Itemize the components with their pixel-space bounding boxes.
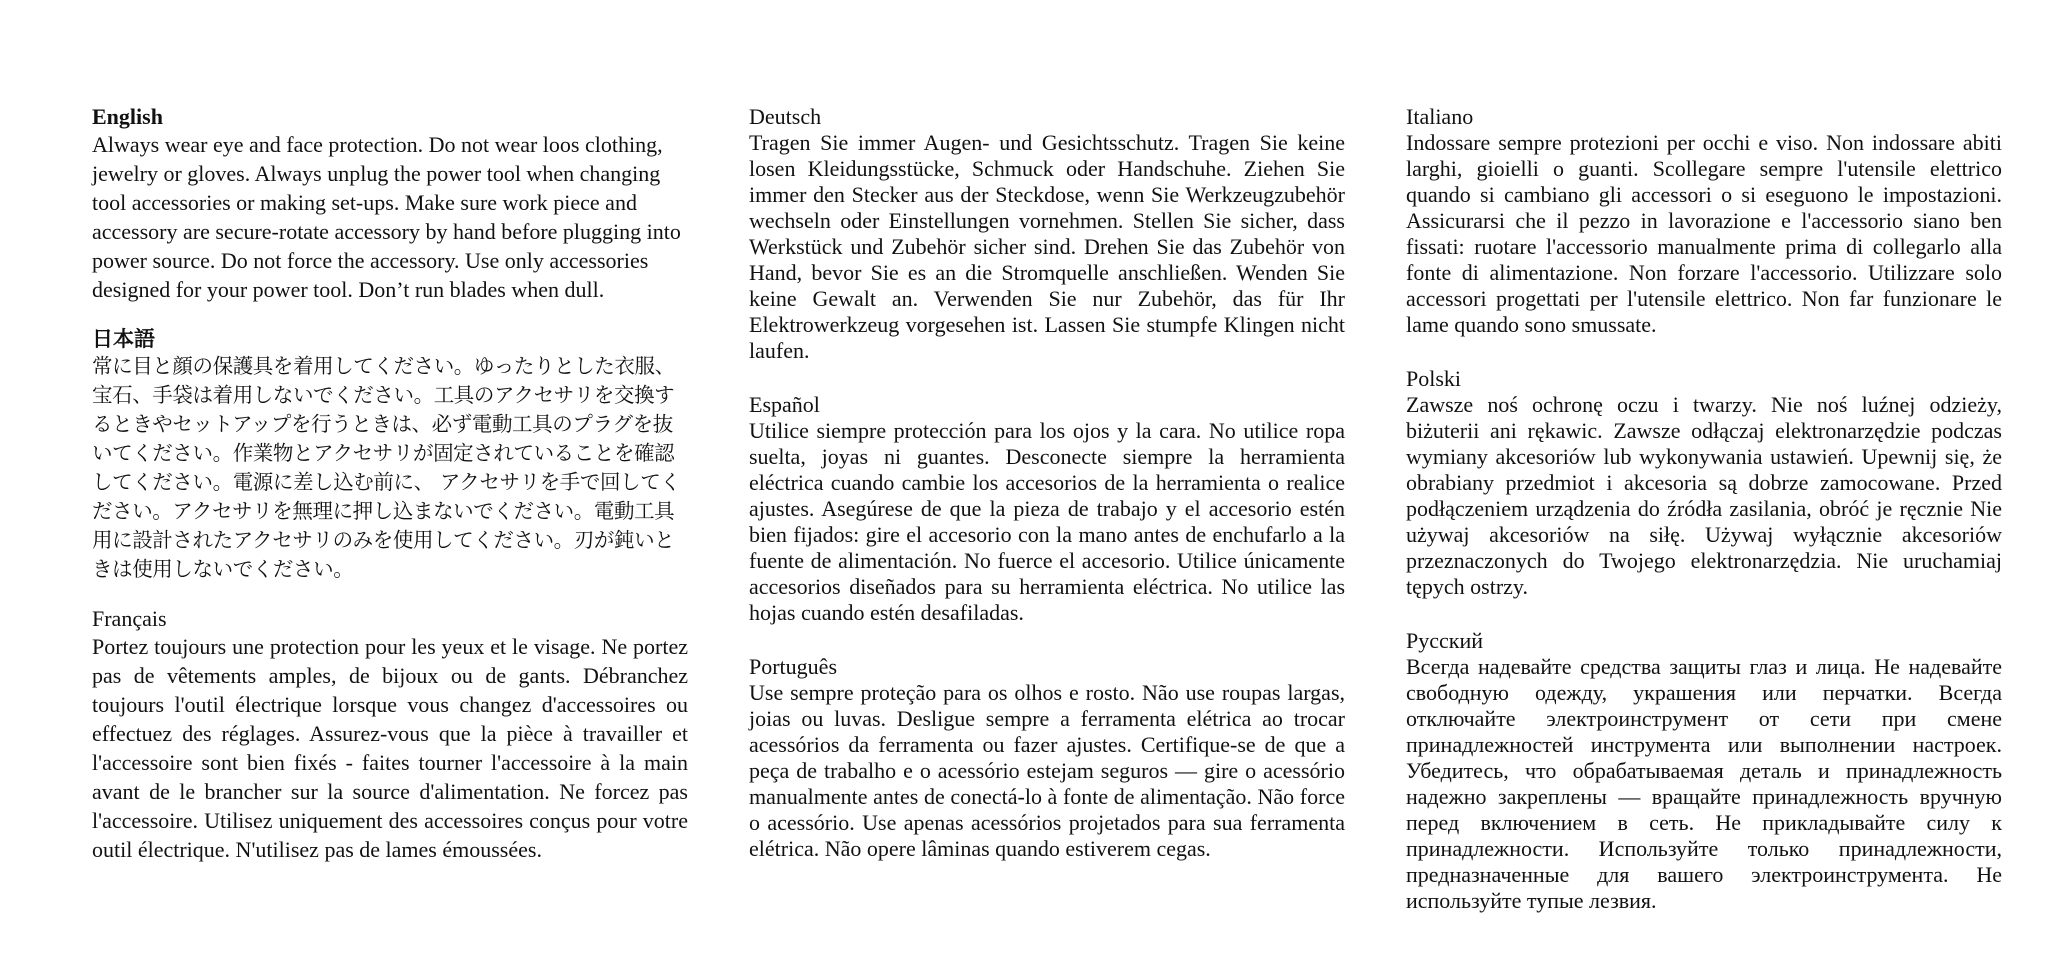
heading-french: Français	[92, 606, 167, 631]
body-german: Tragen Sie immer Augen- und Gesichtsschutz. Tragen Sie keine losen Kleidungsstücke, Schmuck oder Handschuhe. Ziehen Sie immer den Stecker aus der Steckdose, wenn Sie Werkzeugzubehör wechseln oder Einstellungen vornehmen. Stellen Sie sicher, dass Werkstück und Zubehör sicher sind. Drehen Sie das Zubehör von Hand, bevor Sie es an die Stromquelle anschließen. Wenden Sie keine Gewalt an. Verwenden Sie nur Zubehör, das für Ihr Elektrowerkzeug vorgesehen ist. Lassen Sie stumpfe Klingen nicht laufen.	[749, 130, 1345, 363]
column-right	[1406, 104, 2002, 942]
column-middle	[749, 104, 1345, 942]
heading-german: Deutsch	[749, 104, 822, 129]
body-russian: Всегда надевайте средства защиты глаз и лица. Не надевайте свободную одежду, украшения или перчатки. Всегда отключайте электроинструмент от сети при смене принадлежностей инструмента или выполнении настроек. Убедитесь, что обрабатываемая деталь и принадлежность надежно закреплены — вращайте принадлежность вручную перед включением в сеть. Не прикладывайте силу к принадлежности. Используйте только принадлежности, предназначенные для вашего электроинструмента. Не используйте тупые лезвия.	[1406, 654, 2002, 913]
heading-spanish: Español	[749, 392, 820, 417]
section-italian	[1406, 104, 2002, 338]
section-spanish	[749, 392, 1345, 626]
body-japanese: 常に目と顔の保護具を着用してください。ゆったりとした衣服、宝石、手袋は着用しないでください。工具のアクセサリを交換するときやセットアップを行うときは、必ず電動工具のプラグを抜いてください。作業物とアクセサリが固定されていることを確認してください。電源に差し込む前に、 アクセサリを手で回してください。アクセサリを無理に押し込まないでください。電動工具用に設計されたアクセサリのみを使用してください。刃が鈍いときは使用しないでください。	[92, 354, 681, 581]
section-japanese	[92, 326, 688, 584]
column-left	[92, 104, 688, 942]
heading-english: English	[92, 104, 163, 129]
section-french	[92, 606, 688, 864]
body-polish: Zawsze noś ochronę oczu i twarzy. Nie noś luźnej odzieży, biżuterii ani rękawic. Zawsze odłączaj elektronarzędzie podczas wymiany akcesoriów lub wykonywania ustawień. Upewnij się, że obrabiany przedmiot i akcesoria są dobrze zamocowane. Przed podłączeniem urządzenia do źródła zasilania, obróć je ręcznie Nie używaj akcesoriów na siłę. Używaj wyłącznie akcesoriów przeznaczonych do Twojego elektronarzędzia. Nie uruchamiaj tępych ostrzy.	[1406, 392, 2002, 599]
manual-page	[92, 104, 2002, 942]
body-spanish: Utilice siempre protección para los ojos y la cara. No utilice ropa suelta, joyas ni guantes. Desconecte siempre la herramienta eléctrica cuando cambie los accesorios de la herramienta o realice ajustes. Asegúrese de que la pieza de trabajo y el accesorio estén bien fijados: gire el accesorio con la mano antes de enchufarlo a la fuente de alimentación. No fuerce el accesorio. Utilice únicamente accesorios diseñados para su herramienta eléctrica. No utilice las hojas cuando estén desafiladas.	[749, 418, 1345, 625]
heading-italian: Italiano	[1406, 104, 1474, 129]
section-english	[92, 104, 688, 304]
heading-russian: Русский	[1406, 628, 1483, 653]
heading-portuguese: Português	[749, 654, 837, 679]
section-german	[749, 104, 1345, 364]
section-polish	[1406, 366, 2002, 600]
body-italian: Indossare sempre protezioni per occhi e viso. Non indossare abiti larghi, gioielli o guanti. Scollegare sempre l'utensile elettrico quando si cambiano gli accessori o si eseguono le impostazioni. Assicurarsi che il pezzo in lavorazione e l'accessorio siano ben fissati: ruotare l'accessorio manualmente prima di collegarlo alla fonte di alimentazione. Non forzare l'accessorio. Utilizzare solo accessori progettati per l'utensile elettrico. Non far funzionare le lame quando sono smussate.	[1406, 130, 2002, 337]
body-french: Portez toujours une protection pour les yeux et le visage. Ne portez pas de vêtements amples, de bijoux ou de gants. Débranchez toujours l'outil électrique lorsque vous changez d'accessoires ou effectuez des réglages. Assurez-vous que la pièce à travailler et l'accessoire sont bien fixés - faites tourner l'accessoire à la main avant de le brancher sur la source d'alimentation. Ne forcez pas l'accessoire. Utilisez uniquement des accessoires conçus pour votre outil électrique. N'utilisez pas de lames émoussées.	[92, 634, 688, 862]
heading-polish: Polski	[1406, 366, 1462, 391]
body-english: Always wear eye and face protection. Do not wear loos clothing, jewelry or gloves. Always unplug the power tool when changing tool accessories or making set-ups. Make sure work piece and accessory are secure-rotate accessory by hand before plugging into power source. Do not force the accessory. Use only accessories designed for your power tool. Don’t run blades when dull.	[92, 132, 681, 302]
heading-japanese: 日本語	[92, 327, 155, 351]
body-portuguese: Use sempre proteção para os olhos e rosto. Não use roupas largas, joias ou luvas. Desligue sempre a ferramenta elétrica ao trocar acessórios da ferramenta ou fazer ajustes. Certifique-se de que a peça de trabalho e o acessório estejam seguros — gire o acessório manualmente antes de conectá-lo à fonte de alimentação. Não force o acessório. Use apenas acessórios projetados para sua ferramenta elétrica. Não opere lâminas quando estiverem cegas.	[749, 680, 1345, 861]
section-russian	[1406, 628, 2002, 914]
section-portuguese	[749, 654, 1345, 862]
